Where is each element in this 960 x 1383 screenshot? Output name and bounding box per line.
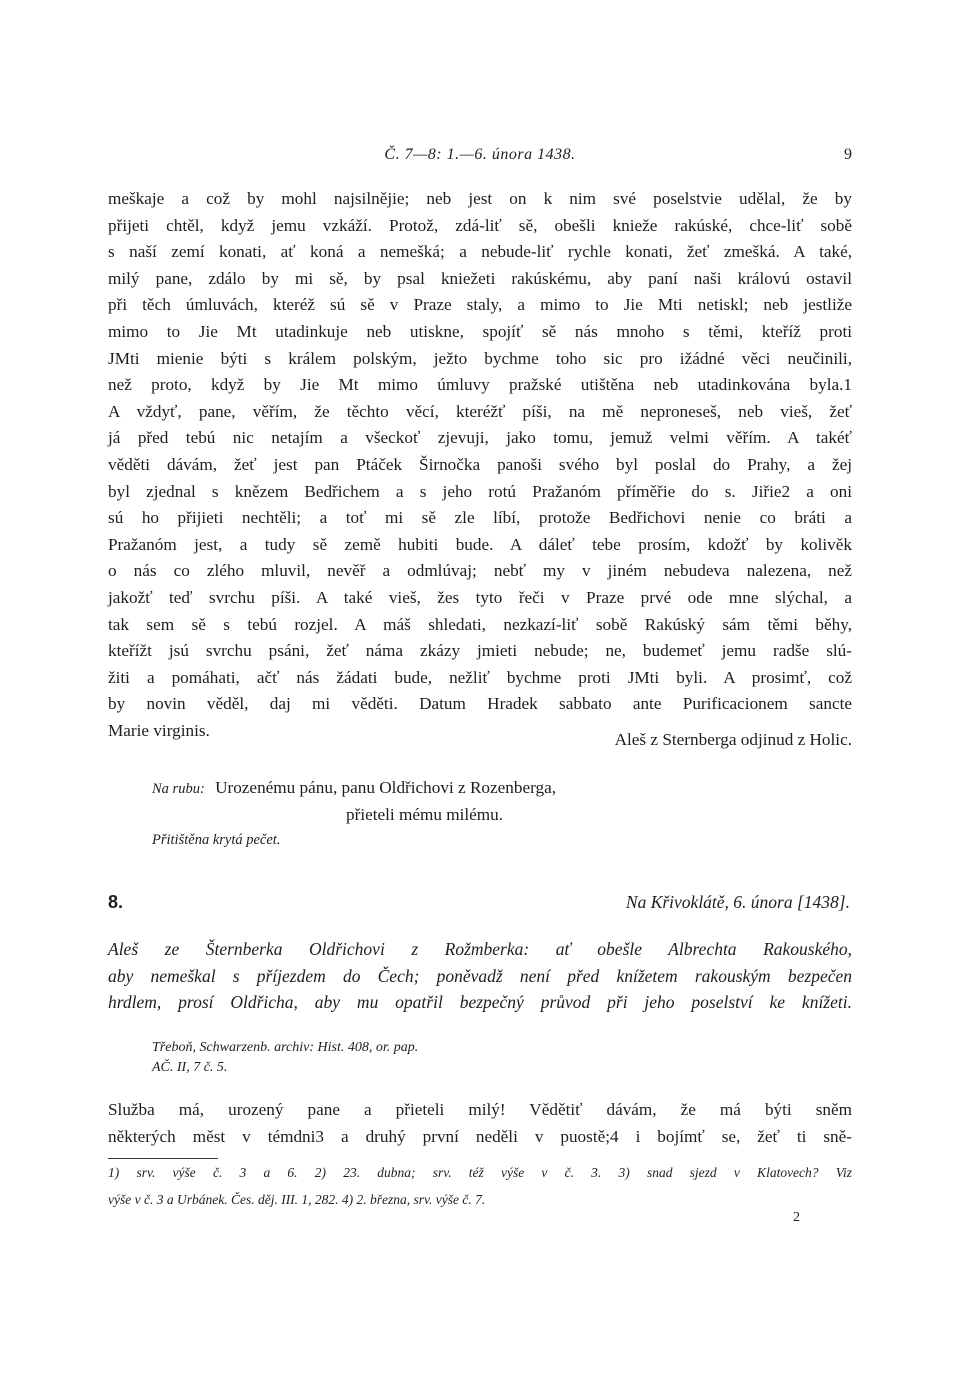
letter-line: Marie virginis. <box>108 720 210 740</box>
letter-line: než proto, když by Jie Mt mimo úmluvy pražské utištěna neb utadinkována byla.1 <box>108 375 852 395</box>
footnotes <box>108 1162 852 1215</box>
letter-line: tak sem sě s tebú rozjel. A máš shledati, nezkazí-liť sobě Rakúský sám těmi běhy, <box>108 614 852 634</box>
letter-body <box>108 186 852 744</box>
running-head <box>0 146 960 166</box>
letter-line: milý pane, zdálo by mi sě, by psal kniežeti rakúskému, aby paní naši královú ostavil <box>108 268 852 288</box>
verso-address-line: přieteli mému milému. <box>346 805 504 824</box>
letter-line: při těch úmluvách, kteréž sú sě v Praze staly, a mimo to Jie Mti netiskl; neb jestliže <box>108 295 852 315</box>
regest-line: hrdlem, prosí Oldřicha, aby mu opatřil bezpečný průvod při jeho poselství ke knížeti. <box>108 992 852 1013</box>
letter-line: věděti dávám, žeť jest pan Ptáček Širnočka panoši svého byl poslal do Prahy, a žej <box>108 454 852 474</box>
letter-2-line: některých měst v témdni3 a druhý první neděli v puostě;4 i bojímť se, žeť ti sně- <box>108 1126 852 1146</box>
document-place-date: Na Křivoklátě, 6. února [1438]. <box>625 892 850 912</box>
seal-note: Přitištěna krytá pečet. <box>152 832 281 848</box>
source-line: AČ. II, 7 č. 5. <box>152 1060 228 1075</box>
verso-label: Na rubu: <box>152 781 205 797</box>
letter-line: A vždyť, pane, věřím, že těchto věcí, kteréžť píši, na mě neproneseš, neb vieš, žeť <box>108 401 852 421</box>
sheet-signature: 2 <box>793 1210 800 1225</box>
footnote-rule <box>108 1158 218 1159</box>
letter-line: JMti mienie býti s králem polským, ježto bychme toho sic pro ižádné věci neučinili, <box>108 348 852 368</box>
letter-signature: Aleš z Sternberga odjinud z Holic. <box>614 730 852 749</box>
letter-line: přijeti chtěl, když jemu vzkáží. Protož, zdá-liť sě, obešli knieže rakúské, chce-liť sobě <box>108 215 852 235</box>
document-number: 8. <box>108 892 124 912</box>
source-note <box>152 1038 418 1078</box>
letter-line: meškaje a což by mohl najsilnějie; neb jest on k nim své poselstvie udělal, že by <box>108 189 852 208</box>
letter-line: jakožť teď svrchu píši. A také vieš, žes tyto řeči v Praze prvé ode mne slýchal, a <box>108 587 852 607</box>
running-head-title: Č. 7—8: 1.—6. února 1438. <box>384 146 576 163</box>
letter-line: s naší zemí konati, ať koná a nemešká; a nebude-liť rychle konati, žeť zmešká. A také, <box>108 242 852 262</box>
regest-line: Aleš ze Šternberka Oldřichovi z Rožmberka: ať obešle Albrechta Rakouského, <box>108 939 852 959</box>
letter-line: já před tebú nic netajím a všeckoť zjevuji, jako tomu, jemuž velmi věřím. A takéť <box>108 428 852 448</box>
letter-2-body <box>108 1096 852 1149</box>
source-line: Třeboň, Schwarzenb. archiv: Hist. 408, or. pap. <box>152 1040 419 1055</box>
letter-line: byl zjednal s knězem Bedřichem a s jeho rotú Pražanóm příměřie do s. Jiřie2 a oni <box>108 481 852 501</box>
letter-line: žiti a pomáhati, ačť nás žádati bude, nežliť bychme proti JMti byli. A prosimť, což <box>108 667 852 687</box>
verso-address-line: Urozenému pánu, panu Oldřichovi z Rozenberga, <box>215 778 557 797</box>
letter-line: by novin věděl, daj mi věděti. Datum Hradek sabbato ante Purificacionem sancte <box>108 694 852 714</box>
letter-line: o nás co zlého mluvil, nevěř a odmlúvaj; nebť my v jiném nebudeva nalezena, než <box>108 561 852 581</box>
footnote-line: 1) srv. výše č. 3 a 6. 2) 23. dubna; srv. též výše v č. 3. 3) snad sjezd v Klatovech? Viz <box>108 1165 852 1180</box>
letter-line: mimo to Jie Mt utadinkuje neb utiskne, spojíť sě nás mnoho s těmi, kteříž proti <box>108 321 852 341</box>
footnote-line: výše v č. 3 a Urbánek. Čes. děj. III. 1, 282. 4) 2. března, srv. výše č. 7. <box>108 1191 486 1207</box>
letter-line: kteřížt jsú svrchu psáni, žeť náma zkázy jmieti nebude; ne, budemeť jemu radše slú- <box>108 641 852 661</box>
regest-line: aby nemeškal s příjezdem do Čech; poněvadž není před knížetem rakouským bezpečen <box>108 965 852 986</box>
letter-2-line: Služba má, urozený pane a přieteli milý! Vědětiť dávám, že má býti sněm <box>108 1100 852 1119</box>
regest <box>108 936 852 1016</box>
verso-address <box>152 775 556 828</box>
letter-line: sú ho přijieti nechtěli; a toť mi sě zle líbí, protože Bedřichovi nenie co bráti a <box>108 508 852 528</box>
page-number: 9 <box>844 146 852 163</box>
letter-line: Pražanóm jest, a tudy sě země hubiti bude. A dáleť tebe prosím, kdožť by kolivěk <box>108 534 852 554</box>
